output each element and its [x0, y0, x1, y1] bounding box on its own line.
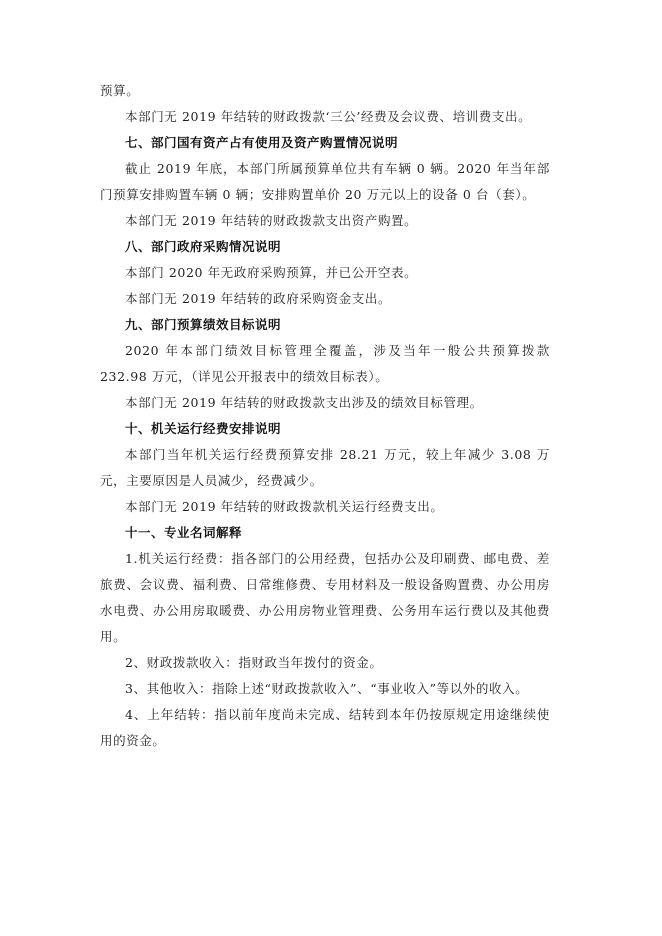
section-heading-assets: 七、部门国有资产占有使用及资产购置情况说明 — [125, 135, 399, 150]
paragraph-budget-tail: 预算。 — [100, 83, 140, 98]
glossary-item-carryover: 4、上年结转：指以前年度尚未完成、结转到本年仍按原规定用途继续使用的资金。 — [100, 707, 550, 748]
paragraph-three-public-expenses: 本部门无 2019 年结转的财政拨款‘三公’经费及会议费、培训费支出。 — [125, 109, 532, 124]
paragraph-vehicles: 截止 2019 年底，本部门所属预算单位共有车辆 0 辆。2020 年当年部门预算安排购置车辆 0 辆；安排购置单价 20 万元以上的设备 0 台（套）。 — [100, 161, 550, 202]
section-heading-operating-funds: 十、机关运行经费安排说明 — [125, 421, 282, 436]
glossary-item-other-income: 3、其他收入：指除上述“财政拨款收入”、“事业收入”等以外的收入。 — [125, 681, 529, 696]
section-heading-procurement: 八、部门政府采购情况说明 — [125, 239, 282, 254]
paragraph-operating-carryover: 本部门无 2019 年结转的财政拨款机关运行经费支出。 — [125, 499, 444, 514]
paragraph-asset-purchase: 本部门无 2019 年结转的财政拨款支出资产购置。 — [125, 213, 418, 228]
paragraph-procurement-budget: 本部门 2020 年无政府采购预算，并已公开空表。 — [125, 265, 418, 280]
paragraph-operating-funds: 本部门当年机关运行经费预算安排 28.21 万元，较上年减少 3.08 万元，主要原因是人员减少，经费减少。 — [100, 447, 550, 488]
section-heading-performance: 九、部门预算绩效目标说明 — [125, 317, 282, 332]
glossary-item-operating-funds: 1.机关运行经费：指各部门的公用经费，包括办公及印刷费、邮电费、差旅费、会议费、福利费、日常维修费、专用材料及一般设备购置费、办公用房水电费、办公用房取暖费、办公用房物业管理费、公务用车运行费以及其他费用。 — [100, 551, 550, 644]
paragraph-performance-carryover: 本部门无 2019 年结转的财政拨款支出涉及的绩效目标管理。 — [125, 395, 483, 410]
section-heading-glossary: 十一、专业名词解释 — [125, 525, 243, 540]
paragraph-procurement-carryover: 本部门无 2019 年结转的政府采购资金支出。 — [125, 291, 392, 306]
document-body — [100, 78, 550, 754]
glossary-item-fiscal-income: 2、财政拨款收入：指财政当年拨付的资金。 — [125, 655, 383, 670]
paragraph-performance-coverage: 2020 年本部门绩效目标管理全覆盖，涉及当年一般公共预算拨款 232.98 万元，（详见公开报表中的绩效目标表）。 — [100, 343, 550, 384]
